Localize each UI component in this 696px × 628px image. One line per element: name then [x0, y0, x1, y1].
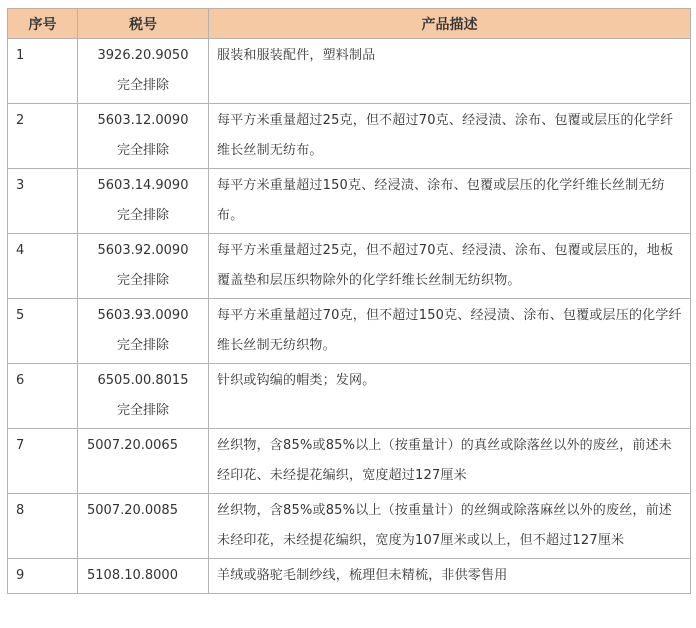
table-row	[8, 234, 691, 299]
exclusion-status: 完全排除	[116, 403, 169, 418]
table-row	[8, 169, 691, 234]
tariff-code: 6505.00.8015	[97, 373, 189, 388]
header-serial-number: 序号	[8, 9, 78, 39]
cell-product-description: 针织或钩编的帽类；发网。	[209, 364, 691, 429]
cell-product-description: 每平方米重量超过70克，但不超过150克、经浸渍、涂布、包覆或层压的化学纤维长丝制无纺织物。	[209, 299, 691, 364]
table-row	[8, 429, 691, 494]
table-row	[8, 39, 691, 104]
tariff-code: 5007.20.0085	[87, 503, 178, 518]
cell-tariff-code	[78, 364, 209, 429]
exclusion-status: 完全排除	[116, 273, 169, 288]
cell-tariff-code	[78, 299, 209, 364]
exclusion-status: 完全排除	[116, 78, 169, 93]
cell-product-description: 丝织物，含85%或85%以上（按重量计）的真丝或除落丝以外的废丝，前述未经印花、未经提花编织，宽度超过127厘米	[209, 429, 691, 494]
cell-serial-number: 1	[8, 39, 78, 104]
tariff-code: 3926.20.9050	[97, 48, 189, 63]
cell-product-description: 每平方米重量超过25克，但不超过70克、经浸渍、涂布、包覆或层压的化学纤维长丝制无纺布。	[209, 104, 691, 169]
cell-serial-number: 3	[8, 169, 78, 234]
table-row	[8, 494, 691, 559]
cell-serial-number: 8	[8, 494, 78, 559]
cell-tariff-code	[78, 429, 209, 494]
cell-tariff-code	[78, 559, 209, 594]
cell-product-description: 每平方米重量超过150克、经浸渍、涂布、包覆或层压的化学纤维长丝制无纺布。	[209, 169, 691, 234]
cell-product-description: 丝织物，含85%或85%以上（按重量计）的丝绸或除落麻丝以外的废丝，前述未经印花，未经提花编织，宽度为107厘米或以上，但不超过127厘米	[209, 494, 691, 559]
exclusion-status: 完全排除	[116, 143, 169, 158]
cell-product-description: 羊绒或骆驼毛制纱线，梳理但未精梳，非供零售用	[209, 559, 691, 594]
cell-serial-number: 9	[8, 559, 78, 594]
cell-tariff-code	[78, 169, 209, 234]
cell-tariff-code	[78, 39, 209, 104]
cell-serial-number: 4	[8, 234, 78, 299]
tariff-code: 5603.12.0090	[97, 113, 189, 128]
tariff-code: 5603.92.0090	[97, 243, 189, 258]
header-tariff-code: 税号	[78, 9, 209, 39]
cell-tariff-code	[78, 494, 209, 559]
cell-product-description: 每平方米重量超过25克，但不超过70克、经浸渍、涂布、包覆或层压的，地板覆盖垫和层压织物除外的化学纤维长丝制无纺织物。	[209, 234, 691, 299]
table-row	[8, 104, 691, 169]
header-product-description: 产品描述	[209, 9, 691, 39]
cell-serial-number: 7	[8, 429, 78, 494]
tariff-code: 5007.20.0065	[87, 438, 178, 453]
tariff-code: 5603.93.0090	[97, 308, 189, 323]
exclusion-status: 完全排除	[116, 338, 169, 353]
table-row	[8, 559, 691, 594]
exclusion-status: 完全排除	[116, 208, 169, 223]
table-row	[8, 299, 691, 364]
cell-product-description: 服装和服装配件，塑料制品	[209, 39, 691, 104]
cell-serial-number: 5	[8, 299, 78, 364]
tariff-code: 5108.10.8000	[87, 568, 178, 583]
cell-tariff-code	[78, 234, 209, 299]
cell-serial-number: 6	[8, 364, 78, 429]
tariff-exclusion-table	[7, 8, 691, 594]
cell-tariff-code	[78, 104, 209, 169]
table-header-row	[8, 9, 691, 39]
table-row	[8, 364, 691, 429]
cell-serial-number: 2	[8, 104, 78, 169]
tariff-code: 5603.14.9090	[97, 178, 189, 193]
